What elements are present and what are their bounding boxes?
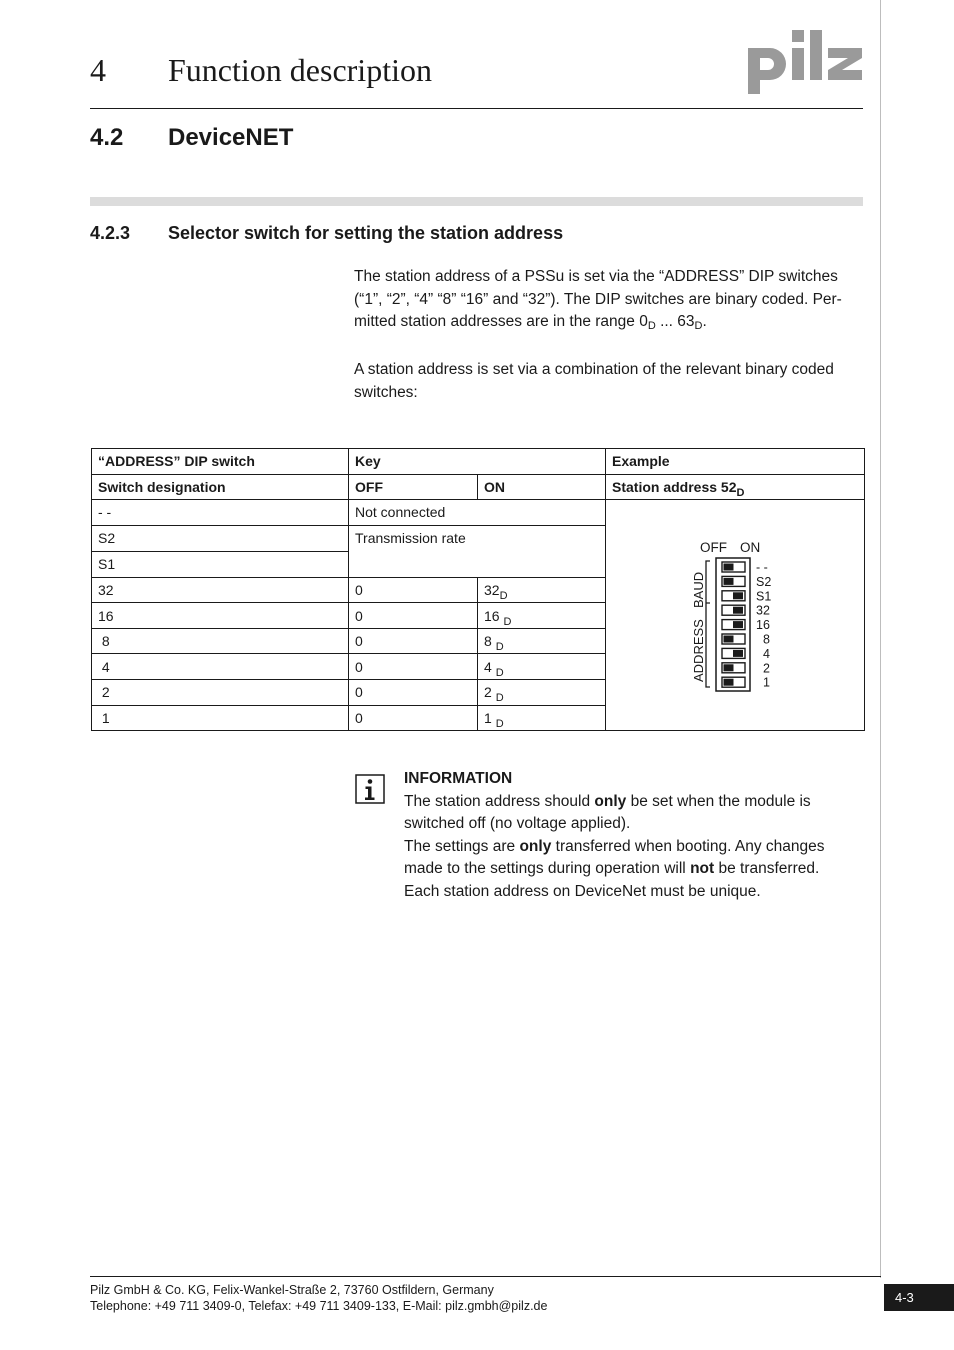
header-dip-switch: “ADDRESS” DIP switch	[92, 449, 349, 475]
switch-cell: 8	[92, 628, 349, 654]
on-label: ON	[740, 540, 761, 556]
dip-switch-knob	[724, 578, 734, 585]
switch-cell: 2	[92, 680, 349, 706]
pilz-logo	[746, 26, 866, 96]
switch-cell: - -	[92, 500, 349, 526]
dip-switch-label: 1	[763, 675, 770, 690]
section-title: DeviceNET	[168, 124, 294, 151]
dip-switch-knob	[733, 607, 743, 614]
on-cell: 8 $_D$	[478, 628, 606, 654]
dip-switch-label: S2	[756, 575, 772, 590]
intro-paragraph: The station address of a PSSu is set via the “ADDRESS” DIP switches (“1”, “2”, “4” “8” “16” and “32”). The DIP switches are binary coded. Per-mitted station addresses are in the range $0_D$ ... $63_D$.	[354, 268, 842, 332]
baud-label: BAUD	[691, 572, 706, 609]
combination-paragraph: A station address is set via a combination of the relevant binary coded switches:	[354, 361, 834, 401]
header-rule	[90, 108, 863, 109]
dip-switch-knob	[724, 636, 734, 643]
key-cell: Transmission rate	[349, 525, 606, 577]
switch-cell: S1	[92, 552, 349, 578]
information-icon	[355, 774, 385, 804]
information-title: INFORMATION	[404, 770, 513, 787]
off-cell: 0	[349, 628, 478, 654]
switch-cell: 16	[92, 603, 349, 629]
switch-cell: 32	[92, 577, 349, 603]
dip-switch-label: 16	[756, 618, 770, 633]
header-station-address: Station address $52_D$	[606, 474, 865, 500]
footer-address: Pilz GmbH & Co. KG, Felix-Wankel-Straße 2, 73760 Ostfildern, Germany	[90, 1283, 494, 1297]
page-margin-rule	[880, 0, 881, 1278]
on-cell: 16 $_D$	[478, 603, 606, 629]
page-number: 4-3	[884, 1284, 954, 1311]
off-cell: 0	[349, 654, 478, 680]
dip-switch-knob	[724, 564, 734, 571]
switch-cell: 4	[92, 654, 349, 680]
header-switch-designation: Switch designation	[92, 474, 349, 500]
header-on: ON	[478, 474, 606, 500]
on-cell: 4 $_D$	[478, 654, 606, 680]
subsection-number: 4.2.3	[90, 223, 131, 243]
example-cell	[606, 500, 865, 731]
information-line: Each station address on DeviceNet must be unique.	[404, 882, 761, 900]
information-line: The settings are only transferred when booting. Any changes made to the settings during operation will not be transferred.	[404, 837, 825, 877]
footer-contact: Telephone: +49 711 3409-0, Telefax: +49 711 3409-133, E-Mail: pilz.gmbh@pilz.de	[90, 1299, 548, 1313]
dip-switch-knob	[724, 664, 734, 671]
dip-switch-table	[91, 448, 865, 731]
off-cell: 0	[349, 705, 478, 731]
on-cell: $32_D$	[478, 577, 606, 603]
on-cell: 1 $_D$	[478, 705, 606, 731]
off-cell: 0	[349, 603, 478, 629]
dip-switch-label: 8	[763, 632, 770, 647]
address-label: ADDRESS	[691, 619, 706, 683]
information-line: The station address should only be set when the module is switched off (no voltage applied).	[404, 792, 811, 832]
dip-switch-knob	[724, 679, 734, 686]
group-brackets	[706, 561, 710, 687]
header-key: Key	[349, 449, 606, 475]
header-example: Example	[606, 449, 865, 475]
dip-switch-label: S1	[756, 589, 772, 604]
footer-rule	[90, 1276, 881, 1277]
dip-switch-knob	[733, 592, 743, 599]
table-subheader-row	[92, 474, 865, 500]
dip-switch-knob	[733, 650, 743, 657]
dip-switch-label: 2	[763, 661, 770, 676]
section-divider	[90, 197, 863, 206]
chapter-number: 4	[90, 52, 106, 88]
table-row	[92, 500, 865, 526]
key-cell: Not connected	[349, 500, 606, 526]
off-label: OFF	[700, 540, 727, 556]
off-cell: 0	[349, 577, 478, 603]
section-number: 4.2	[90, 124, 124, 151]
dip-switch-label: 32	[756, 603, 770, 618]
dip-switch-label: - -	[756, 560, 768, 575]
table-header-row	[92, 449, 865, 475]
subsection-title: Selector switch for setting the station address	[168, 223, 564, 243]
chapter-title: Function description	[168, 52, 432, 88]
on-cell: 2 $_D$	[478, 680, 606, 706]
off-cell: 0	[349, 680, 478, 706]
dip-switch-knob	[733, 621, 743, 628]
dip-switch-diagram	[606, 500, 863, 730]
dip-switch-label: 4	[763, 647, 770, 662]
switch-cell: S2	[92, 525, 349, 551]
switch-cell: 1	[92, 705, 349, 731]
header-off: OFF	[349, 474, 478, 500]
information-note	[404, 768, 854, 903]
